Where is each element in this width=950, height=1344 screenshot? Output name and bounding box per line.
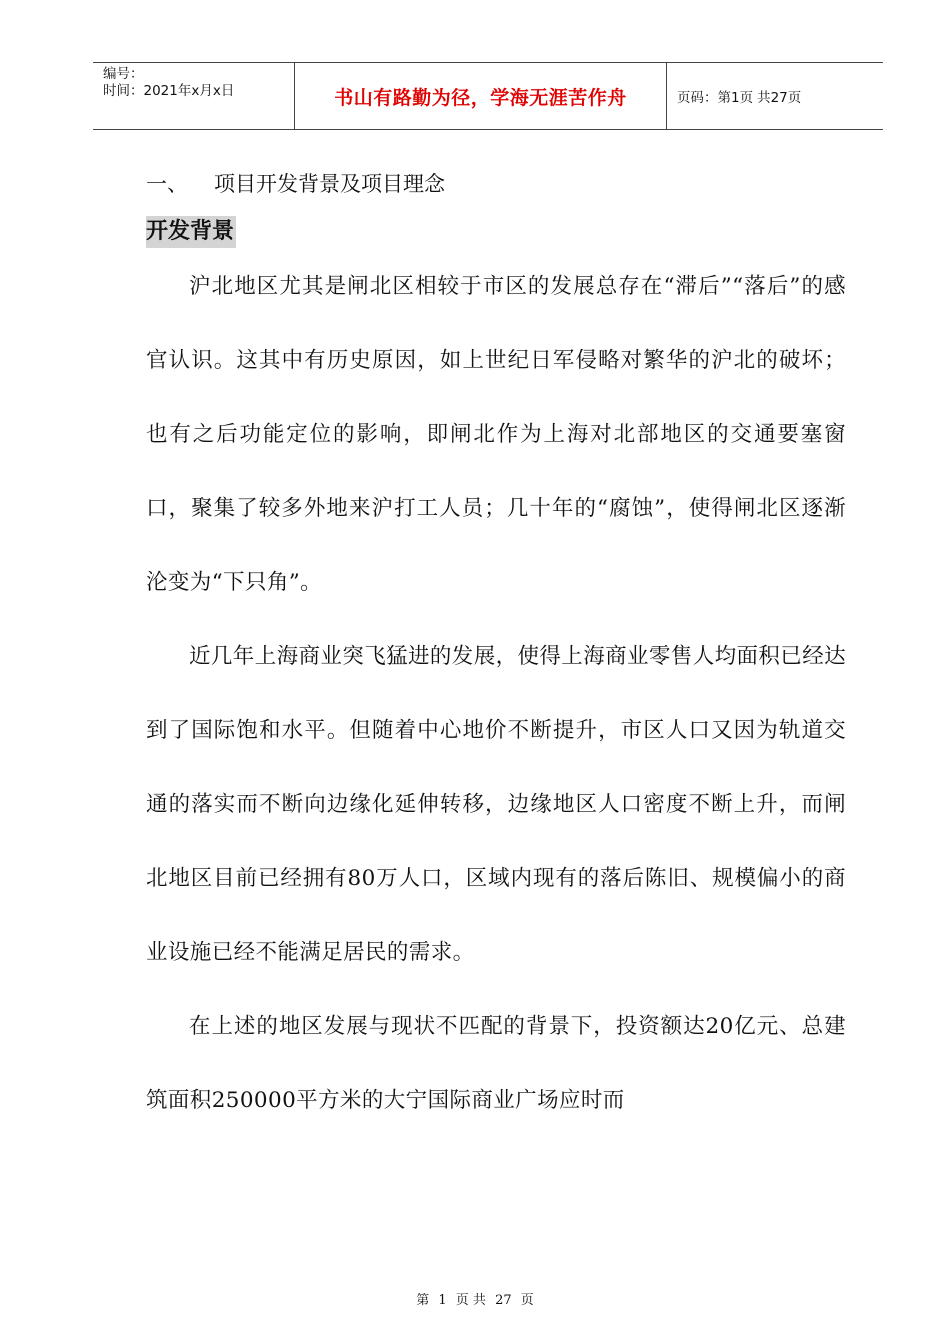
date-label: 时间：2021年x月x日 <box>103 83 235 99</box>
footer-total-pages: 27 <box>495 1293 512 1308</box>
footer-page-suffix: 页 <box>520 1293 534 1308</box>
header-page-cell <box>667 63 883 129</box>
footer-page-prefix: 第 <box>416 1293 430 1308</box>
paragraph: 近几年上海商业突飞猛进的发展，使得上海商业零售人均面积已经达到了国际饱和水平。但随着中心地价不断提升，市区人口又因为轨道交通的落实而不断向边缘化延伸转移，边缘地区人口密度不断上升，而闸北地区目前已经拥有80万人口，区域内现有的落后陈旧、规模偏小的商业设施已经不能满足居民的需求。 <box>146 644 847 965</box>
page-footer <box>0 1289 950 1308</box>
motto-text: 书山有路勤为径，学海无涯苦作舟 <box>334 86 627 109</box>
footer-page-mid: 页 共 <box>455 1293 486 1308</box>
serial-number-label: 编号： <box>103 66 144 82</box>
page-number-label: 页码：第1页 <box>677 90 754 106</box>
header-motto-cell <box>295 63 667 129</box>
paragraph: 沪北地区尤其是闸北区相较于市区的发展总存在“滞后”“落后”的感官认识。这其中有历史原因，如上世纪日军侵略对繁华的沪北的破坏；也有之后功能定位的影响，即闸北作为上海对北部地区的交通要塞窗口，聚集了较多外地来沪打工人员；几十年的“腐蚀”，使得闸北区逐渐沦变为“下只角”。 <box>146 274 846 595</box>
footer-page-number: 1 <box>438 1293 447 1308</box>
page-header <box>93 62 883 130</box>
section-heading <box>146 166 846 202</box>
document-body <box>146 166 846 1138</box>
paragraph: 在上述的地区发展与现状不匹配的背景下，投资额达20亿元、总建筑面积250000平方米的大宁国际商业广场应时而 <box>146 1014 846 1113</box>
section-number: 一、 <box>146 172 188 196</box>
header-meta-cell <box>93 63 295 129</box>
section-title: 项目开发背景及项目理念 <box>214 172 445 196</box>
total-pages-label: 共27页 <box>757 90 802 106</box>
subheading: 开发背景 <box>146 216 236 248</box>
